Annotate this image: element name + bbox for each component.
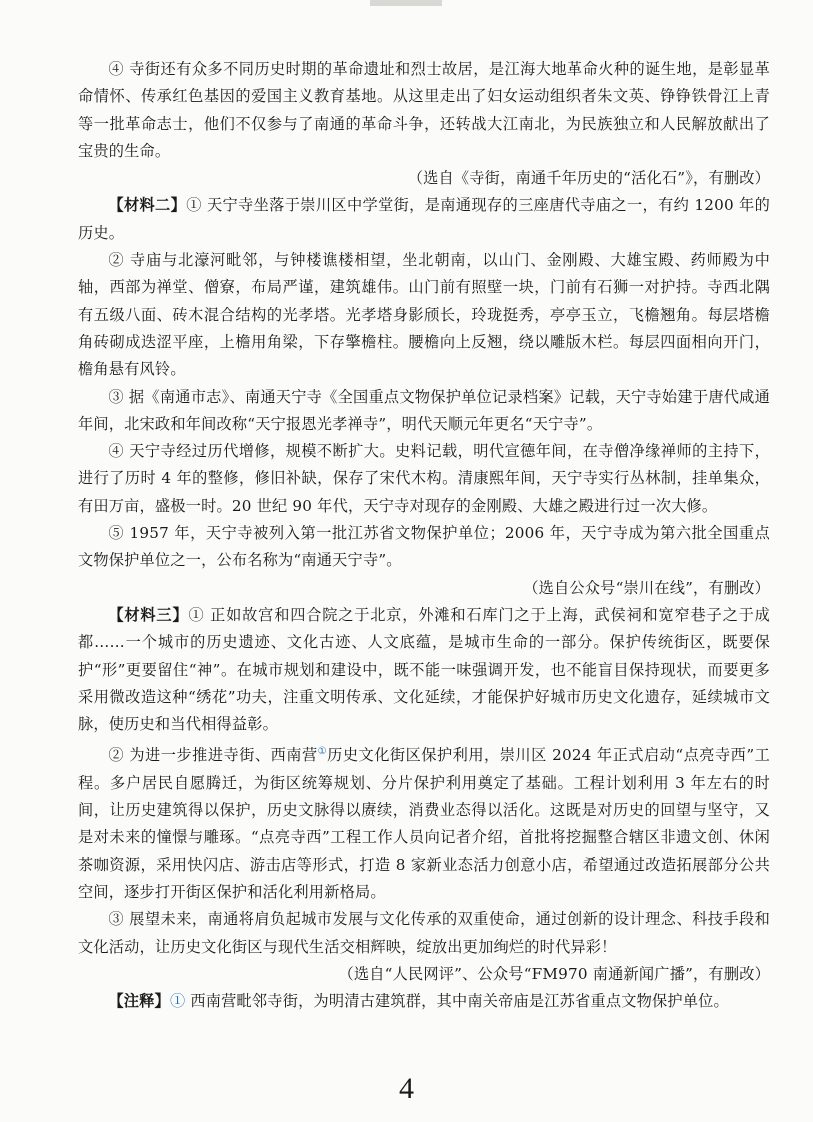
paragraph-material2-1 xyxy=(78,192,770,247)
material3-p2-rest: 历史文化街区保护利用，崇川区 2024 年正式启动“点亮寺西”工程。多户居民自愿腾迁，为街区统筹规划、分片保护利用奠定了基础。工程计划利用 3 年左右的时间，让历史建筑得以保护，历史文脉得以赓续，消费业态得以活化。这既是对历史的回望与坚守，又是对未来的憧憬与雕琢。“点亮寺西”工程工作人员向记者介绍，首批将挖掘整合辖区非遗文创、休闲茶咖资源，采用快闪店、游击店等形式，打造 8 家新业态活力创意小店，希望通过改造拓展部分公共空间，逐步打开街区保护和活化利用新格局。 xyxy=(78,746,770,901)
source-citation-1: （选自《寺街，南通千年历史的“活化石”》，有删改） xyxy=(407,169,770,188)
material3-p2-start: ② 为进一步推进寺街、西南营 xyxy=(108,746,318,765)
paragraph-material2-5: ⑤ 1957 年，天宁寺被列入第一批江苏省文物保护单位；2006 年，天宁寺成为第六批全国重点文物保护单位之一，公布名称为“南通天宁寺”。 xyxy=(78,524,770,570)
paragraph-material2-4: ④ 天宁寺经过历代增修，规模不断扩大。史料记载，明代宣德年间，在寺僧净缘禅师的主持下，进行了历时 4 年的整修，修旧补缺，保存了宋代木构。清康熙年间，天宁寺实行丛林制，挂单集众，有田万亩，盛极一时。20 世纪 90 年代，天宁寺对现存的金刚殿、大雄之殿进行过一次大修。 xyxy=(78,442,770,515)
scan-tab-mark xyxy=(370,0,442,6)
paragraph-material1-4: ④ 寺街还有众多不同历史时期的革命遗址和烈士故居，是江海大地革命火种的诞生地，是彰显革命情怀、传承红色基因的爱国主义教育基地。从这里走出了妇女运动组织者朱文英、铮铮铁骨江上青等一批革命志士，他们不仅参与了南通的革命斗争，还转战大江南北，为民族独立和人民解放献出了宝贵的生命。 xyxy=(78,60,770,160)
source-citation-2: （选自公众号“崇川在线”，有删改） xyxy=(523,578,770,597)
material2-heading: 【材料二】 xyxy=(108,196,187,215)
page-number: 4 xyxy=(399,1072,414,1105)
paragraph-material3-3: ③ 展望未来，南通将肩负起城市发展与文化传承的双重使命，通过创新的设计理念、科技手段和文化活动，让历史文化街区与现代生活交相辉映，绽放出更加绚烂的时代异彩！ xyxy=(78,910,770,956)
material3-p1-text: ① 正如故宫和四合院之于北京，外滩和石库门之于上海，武侯祠和宽窄巷子之于成都……一个城市的历史遗迹、文化古迹、人文底蕴，是城市生命的一部分。保护传统街区，既要保护“形”更要留住“神”。在城市规划和建设中，既不能一味强调开发，也不能盲目保持现状，而要更多采用微改造这种“绣花”功夫，注重文明传承、文化延续，才能保护好城市历史文化遗存，延续城市文脉，使历史和当代相得益彰。 xyxy=(78,605,771,734)
paragraph-material2-2: ② 寺庙与北濠河毗邻，与钟楼谯楼相望，坐北朝南，以山门、金刚殿、大雄宝殿、药师殿为中轴，西部为禅堂、僧寮，布局严谨，建筑雄伟。山门前有照壁一块，门前有石狮一对护持。寺西北隅有五级八面、砖木混合结构的光孝塔。光孝塔身影颀长，玲珑挺秀，亭亭玉立，飞檐翘角。每层塔檐角砖砌成迭涩平座，上檐用角梁，下存擎檐柱。腰檐向上反翘，绕以雕版木栏。每层四面相向开门，檐角悬有风铃。 xyxy=(78,251,770,379)
footnote-reference[interactable]: ① xyxy=(317,746,328,758)
footnote-heading: 【注释】 xyxy=(108,992,170,1011)
source-citation-3: （选自“人民网评”、公众号“FM970 南通新闻广播”，有删改） xyxy=(338,964,770,983)
material3-heading: 【材料三】 xyxy=(108,605,189,624)
paragraph-material2-3: ③ 据《南通市志》、南通天宁寺《全国重点文物保护单位记录档案》记载，天宁寺始建于唐代咸通年间，北宋政和年间改称“天宁报恩光孝禅寺”，明代天顺元年更名“天宁寺”。 xyxy=(78,387,770,433)
paragraph-material3-2 xyxy=(78,738,770,906)
paragraph-material3-1 xyxy=(78,602,770,738)
material2-p1-text: ① 天宁寺坐落于崇川区中学堂街，是南通现存的三座唐代寺庙之一，有约 1200 年的历史。 xyxy=(78,196,771,242)
footnote-text: 西南营毗邻寺街，为明清古建筑群，其中南关帝庙是江苏省重点文物保护单位。 xyxy=(185,992,729,1011)
footnote-number: ① xyxy=(169,992,186,1011)
article-body xyxy=(78,56,770,1015)
footnote xyxy=(78,988,770,1015)
